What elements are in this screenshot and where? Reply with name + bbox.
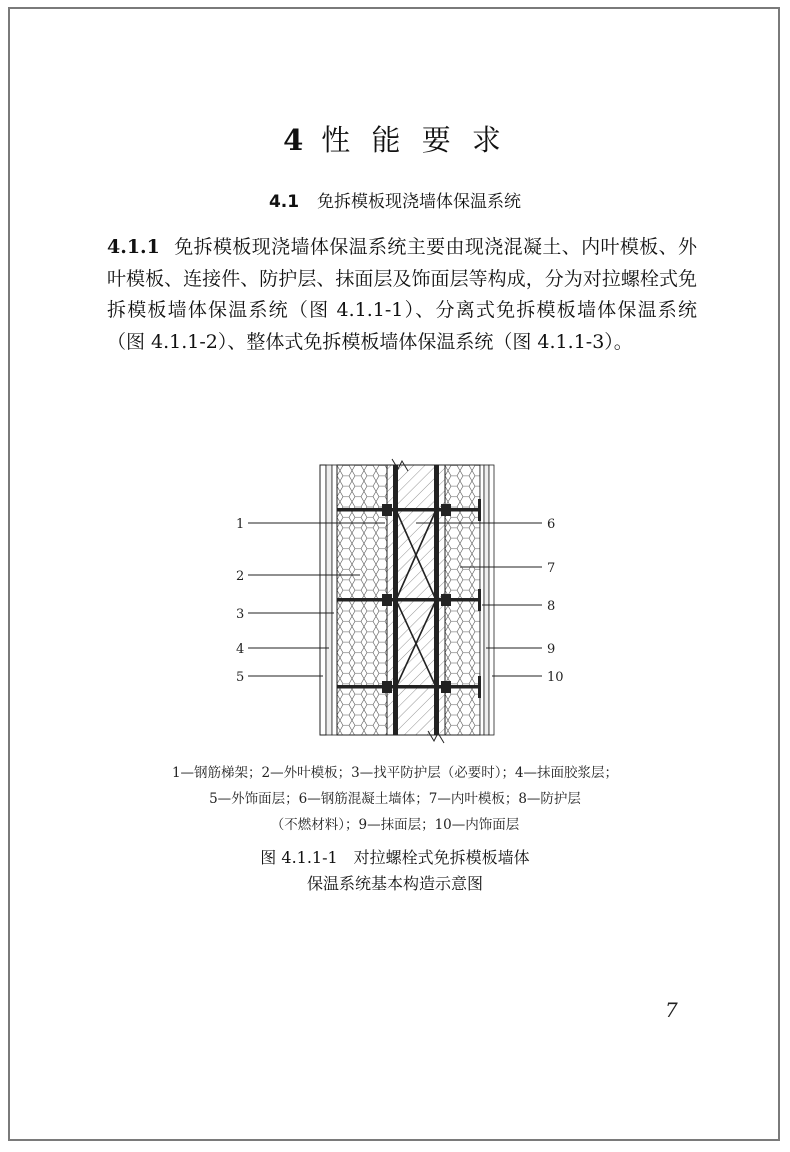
chapter-title	[0, 118, 790, 159]
callout-10: 10	[547, 670, 564, 685]
callout-2: 2	[236, 569, 245, 584]
callout-1: 1	[236, 517, 245, 532]
callout-6: 6	[547, 517, 556, 532]
inner-finish-layer	[489, 465, 494, 735]
callout-4: 4	[236, 642, 245, 657]
inner-mortar-layer	[484, 465, 489, 735]
callout-5: 5	[236, 670, 245, 685]
construction-diagram	[220, 455, 570, 750]
legend-line: （不燃材料）；9—抹面层；10—内饰面层	[270, 817, 520, 833]
caption-line-2: 保温系统基本构造示意图	[306, 874, 483, 893]
chapter-number: 4	[283, 123, 310, 157]
clause-paragraph	[107, 232, 697, 358]
callout-3: 3	[236, 607, 245, 622]
callout-8: 8	[547, 599, 556, 614]
legend-line: 5—外饰面层；6—钢筋混凝土墙体；7—内叶模板；8—防护层	[209, 791, 581, 807]
callout-9: 9	[547, 642, 556, 657]
section-title-text: 免拆模板现浇墙体保温系统	[317, 192, 522, 212]
figure-caption	[0, 845, 790, 897]
callout-7: 7	[547, 561, 556, 576]
chapter-title-text: 性 能 要 求	[321, 123, 507, 157]
legend-line: 1—钢筋梯架；2—外叶模板；3—找平防护层（必要时）；4—抹面胶浆层；	[171, 765, 619, 781]
clause-text: 免拆模板现浇墙体保温系统主要由现浇混凝土、内叶模板、外叶模板、连接件、防护层、抹面层及饰面层等构成，分为对拉螺栓式免拆模板墙体保温系统（图 4.1.1-1）、分离式免拆模板墙体保温系统（图 4.1.1-2）、整体式免拆模板墙体保温系统（图 4.1.1-3）。	[107, 236, 697, 353]
outer-mortar-layer	[326, 465, 332, 735]
section-number: 4.1	[268, 192, 300, 212]
section-title	[0, 187, 790, 212]
page-number: 7	[665, 998, 678, 1022]
clause-number: 4.1.1	[107, 236, 160, 258]
leveling-layer	[332, 465, 337, 735]
caption-line-1: 图 4.1.1-1 对拉螺栓式免拆模板墙体	[260, 848, 530, 867]
figure-legend	[0, 760, 790, 838]
outer-finish-layer	[320, 465, 326, 735]
